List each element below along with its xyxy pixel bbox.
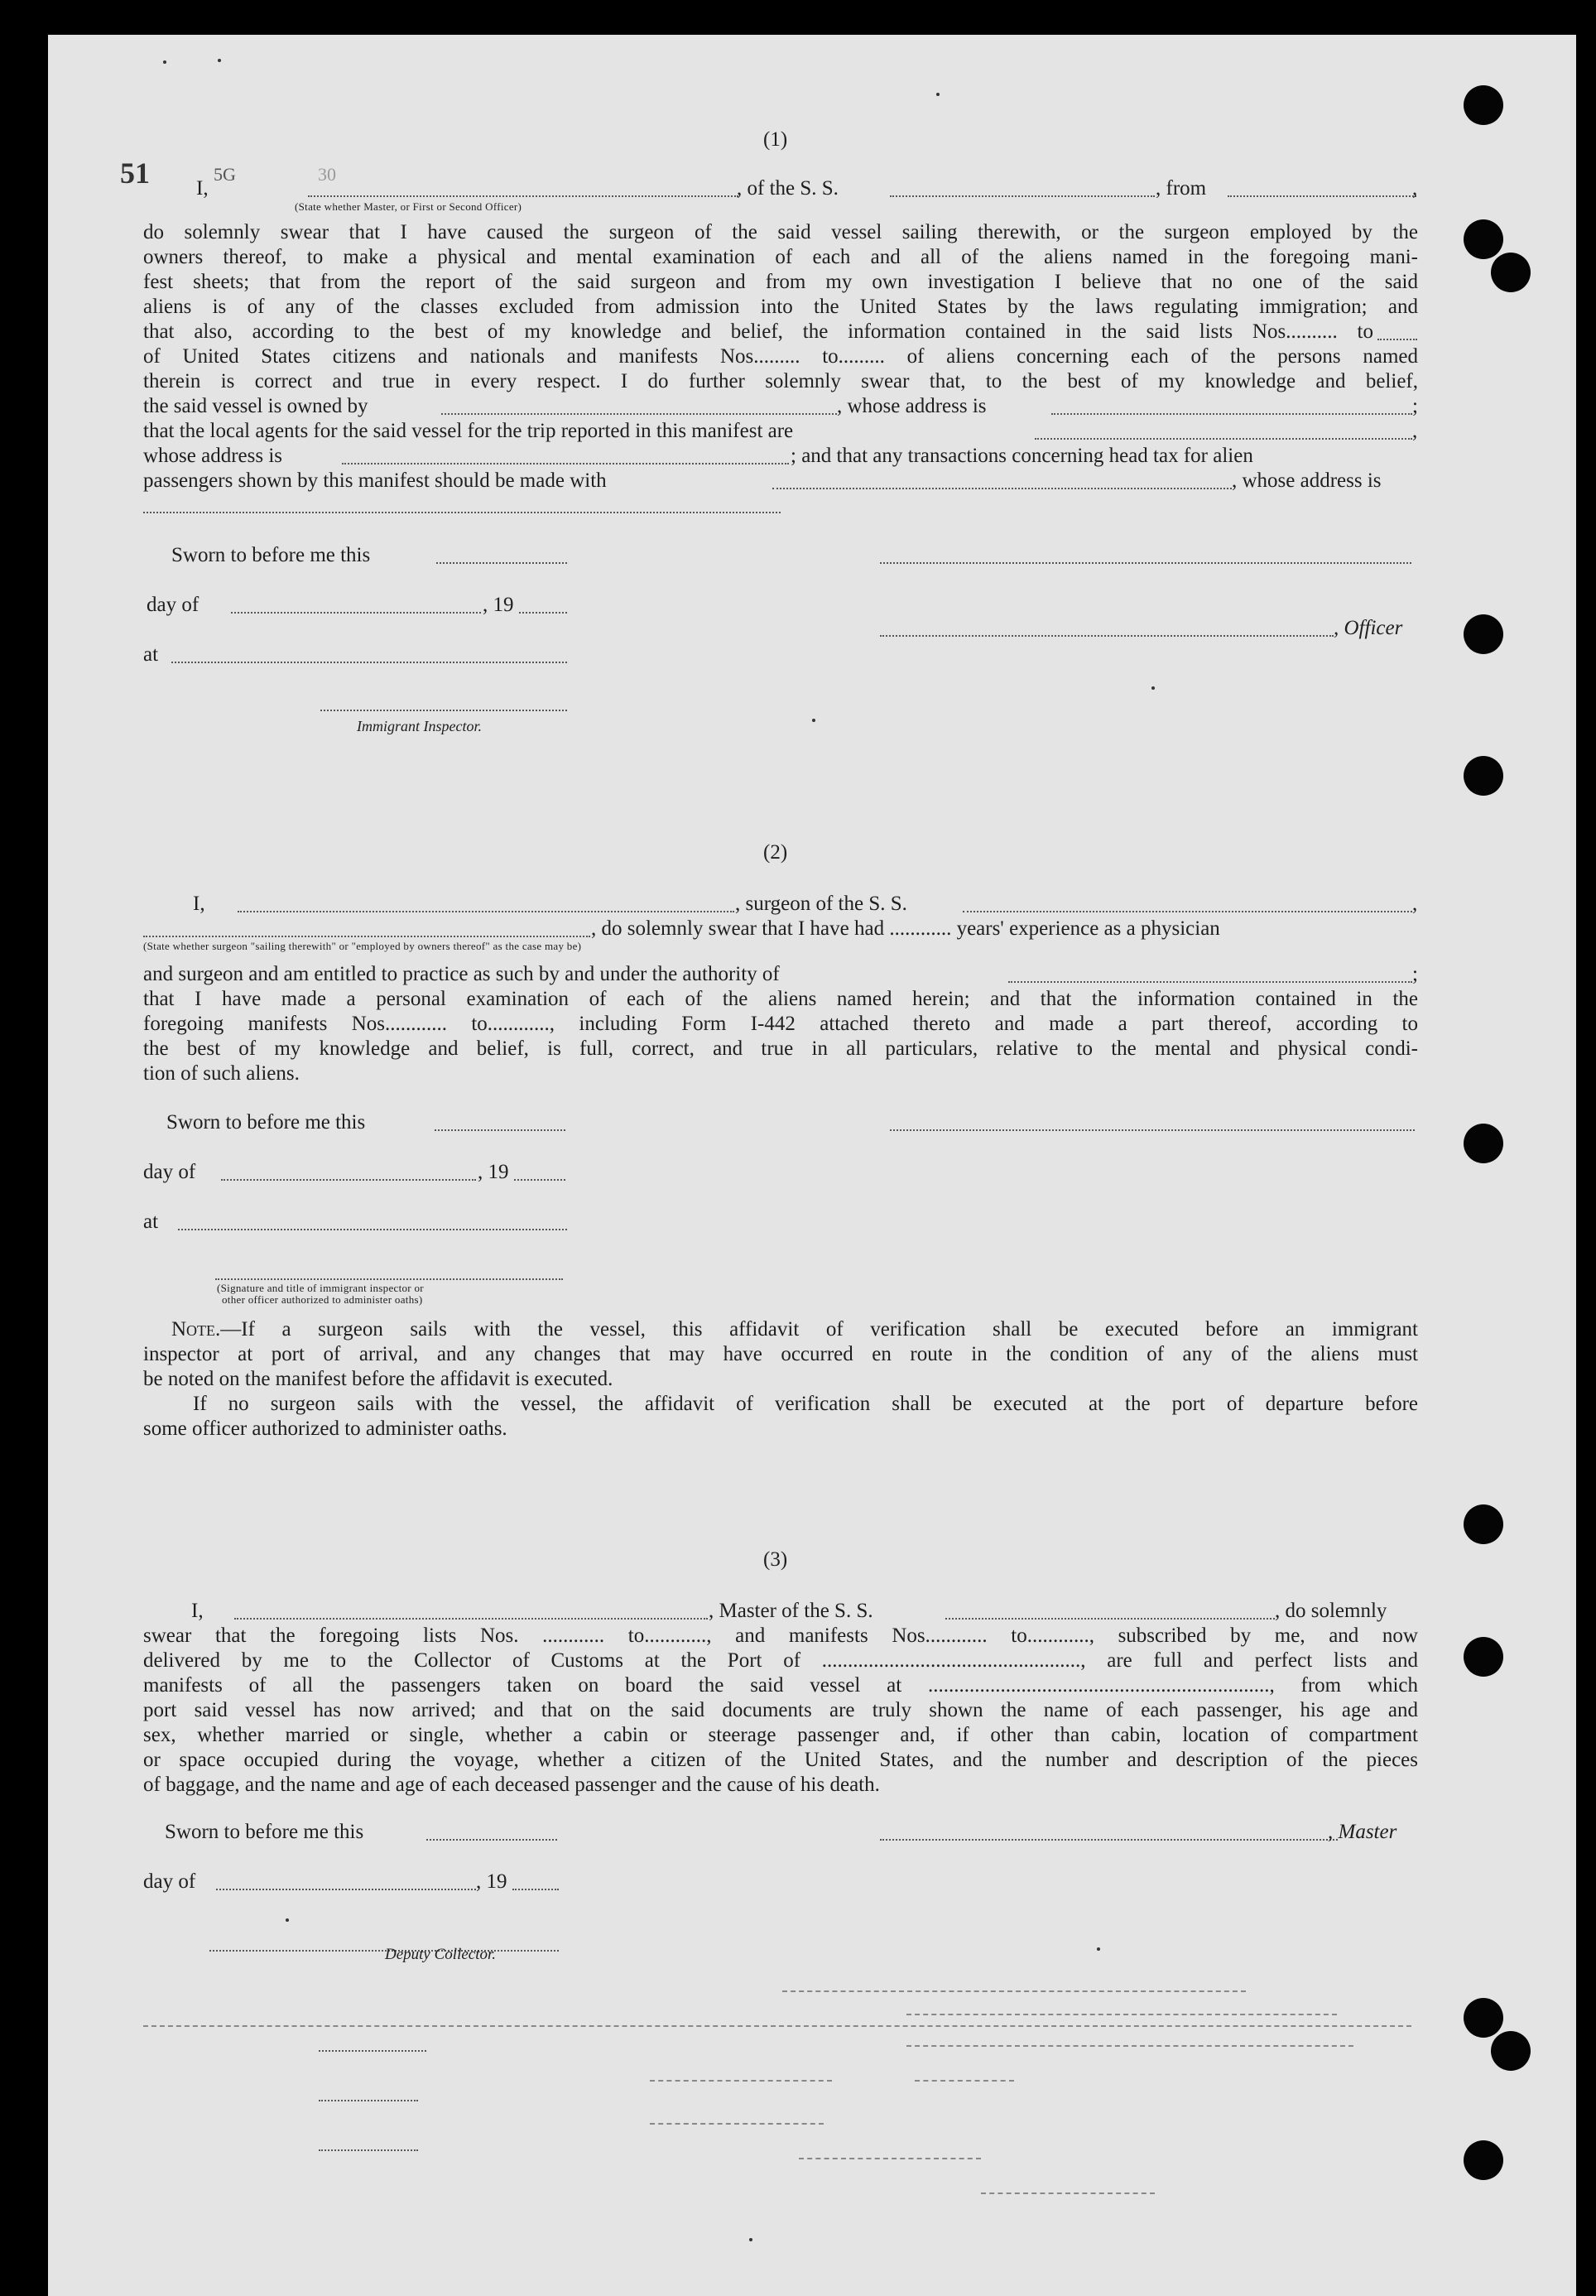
sworn-day-blank [426, 1839, 557, 1841]
inspector-signature-blank [320, 710, 567, 711]
trailing-comma: , [1412, 177, 1418, 200]
oath-line: of United States citizens and nationals and manifests Nos......... to......... of aliens concerning each of the persons named [143, 345, 1418, 368]
section-1-heading: (1) [763, 128, 788, 151]
inspector-signature-blank [215, 1278, 563, 1280]
master-label: , Master [1328, 1821, 1397, 1843]
ink-speck [163, 60, 166, 64]
tally-line [906, 2014, 1337, 2015]
oath-line: swear that the foregoing lists Nos. ............ to............, and manifests Nos............ to............, subscribed by me, and now [143, 1625, 1418, 1647]
surgeon-of-label: , surgeon of the S. S. [735, 893, 907, 915]
oath-line: of baggage, and the name and age of each deceased passenger and the cause of his death. [143, 1774, 880, 1796]
ink-speck [812, 719, 815, 722]
officer-title-blank [880, 635, 1334, 637]
note-line: If no surgeon sails with the vessel, the affidavit of verification shall be executed at the port of departure before [193, 1393, 1418, 1415]
tally-line [782, 1990, 1246, 1992]
day-of-blank [216, 1889, 476, 1890]
do-solemnly-label: , do solemnly [1275, 1600, 1387, 1622]
tally-line [319, 2149, 418, 2151]
year-blank [519, 612, 567, 614]
day-of-label: day of [147, 594, 200, 616]
binder-hole [1464, 85, 1503, 125]
experience-text: , do solemnly swear that I have had ............ years' experience as a physician [591, 917, 1220, 940]
tally-line [143, 2025, 1411, 2027]
officer-label: , Officer [1334, 617, 1403, 639]
signature-caption: other officer authorized to administer oaths) [222, 1293, 423, 1306]
oath-start: I, [191, 1600, 204, 1622]
binder-hole [1464, 1637, 1503, 1677]
whose-address-label: , whose address is [837, 395, 987, 417]
deputy-collector-label: Deputy Collector. [385, 1946, 497, 1963]
note-line: be noted on the manifest before the affidavit is executed. [143, 1368, 613, 1390]
local-agents-label: that the local agents for the said vessel for the trip reported in this manifest are [143, 420, 794, 442]
oath-line: manifests of all the passengers taken on board the said vessel at .................................................................., from which [143, 1674, 1418, 1697]
ship-name-blank [963, 911, 1412, 912]
deputy-signature-blank [209, 1950, 559, 1952]
semicolon: ; [1412, 395, 1418, 417]
ink-speck [218, 59, 221, 62]
day-of-label: day of [143, 1161, 196, 1183]
binder-hole [1464, 614, 1503, 654]
master-signature-blank [880, 1839, 1338, 1841]
binder-hole [1464, 1998, 1503, 2038]
margin-stamp: 5G [214, 164, 236, 185]
at-label: at [143, 1211, 159, 1233]
authority-blank [1008, 981, 1412, 983]
tally-line [319, 2100, 418, 2101]
margin-stamp: 51 [120, 156, 150, 190]
year-label: , 19 [483, 594, 514, 616]
of-the-ss-label: , of the S. S. [737, 177, 839, 200]
sworn-day-blank [435, 1129, 565, 1131]
note-label: Note. [171, 1318, 221, 1341]
owner-blank [441, 413, 837, 415]
tally-line [799, 2158, 981, 2159]
oath-start: I, [196, 177, 209, 200]
tally-line [319, 2050, 426, 2052]
from-label: , from [1156, 177, 1207, 200]
local-agents-blank [1035, 438, 1412, 440]
binder-hole [1464, 219, 1503, 259]
whose-address-label: , whose address is [1232, 469, 1382, 492]
inspector-label: Immigrant Inspector. [357, 718, 482, 734]
head-tax-contact-blank [772, 488, 1232, 489]
signature-caption: (Signature and title of immigrant inspector or [217, 1282, 424, 1294]
oath-line: owners thereof, to make a physical and mental examination of each and all of the aliens named in the foregoing mani- [143, 246, 1418, 268]
at-place-blank [171, 662, 567, 663]
oath-line: aliens is of any of the classes excluded from admission into the United States by the laws regulating immigration; and [143, 296, 1418, 318]
oath-line: fest sheets; that from the report of the said surgeon and from my own investigation I believe that no one of the said [143, 271, 1418, 293]
from-port-blank [1228, 195, 1416, 197]
officer-rank-caption: (State whether Master, or First or Second Officer) [295, 200, 522, 213]
oath-line: therein is correct and true in every respect. I do further solemnly swear that, to the best of my knowledge and belief, [143, 370, 1418, 392]
tally-line [915, 2080, 1014, 2082]
ink-speck [286, 1918, 289, 1922]
tally-line [981, 2193, 1155, 2194]
oath-line: do solemnly swear that I have caused the surgeon of the said vessel sailing therewith, or the surgeon employed by the [143, 221, 1418, 243]
sworn-label: Sworn to before me this [165, 1821, 364, 1843]
binder-hole [1464, 1504, 1503, 1544]
sworn-label: Sworn to before me this [166, 1111, 366, 1134]
year-label: , 19 [478, 1161, 509, 1183]
note-line [171, 1317, 1418, 1342]
surgeon-status-caption: (State whether surgeon "sailing therewith" or "employed by owners thereof" as the case may be) [143, 940, 582, 952]
agents-address-blank [342, 463, 789, 464]
contact-address-blank [143, 512, 781, 513]
semicolon: ; [1412, 963, 1418, 985]
day-of-blank [231, 612, 481, 614]
year-label: , 19 [476, 1870, 507, 1893]
binder-hole [1464, 2140, 1503, 2180]
surgeon-name-blank [238, 911, 734, 912]
sworn-label: Sworn to before me this [171, 544, 371, 566]
tally-line [650, 2123, 824, 2125]
master-name-blank [234, 1618, 708, 1620]
master-of-label: , Master of the S. S. [709, 1600, 873, 1622]
surgeon-signature-blank [890, 1129, 1415, 1131]
list-nos-blank [1377, 339, 1417, 340]
binder-hole [1491, 2031, 1531, 2071]
ship-name-blank [945, 1618, 1275, 1620]
binder-hole [1464, 1124, 1503, 1163]
agents-address-label: whose address is [143, 445, 283, 467]
surgeon-status-blank [143, 936, 590, 937]
oath-line: sex, whether married or single, whether a cabin or steerage passenger and, if other than cabin, location of compartment [143, 1724, 1418, 1746]
owner-address-blank [1051, 413, 1412, 415]
at-place-blank [178, 1229, 567, 1230]
oath-line: tion of such aliens. [143, 1062, 300, 1085]
oath-line: that I have made a personal examination of each of the aliens named herein; and that the information contained in the [143, 988, 1418, 1010]
oath-line: foregoing manifests Nos............ to............, including Form I-442 attached thereto and made a part thereof, according to [143, 1013, 1418, 1035]
tally-line [650, 2080, 832, 2082]
oath-start: I, [193, 893, 205, 915]
day-of-blank [221, 1179, 476, 1181]
day-of-label: day of [143, 1870, 196, 1893]
authority-label: and surgeon and am entitled to practice as such by and under the authority of [143, 963, 780, 985]
owned-by-label: the said vessel is owned by [143, 395, 368, 417]
passengers-text: passengers shown by this manifest should be made with [143, 469, 607, 492]
note-text: —If a surgeon sails with the vessel, this affidavit of verification shall be executed before an immigrant [220, 1318, 1418, 1341]
tally-line [906, 2045, 1353, 2047]
oath-line: or space occupied during the voyage, whether a citizen of the United States, and the number and description of the pieces [143, 1749, 1418, 1771]
section-2-heading: (2) [763, 841, 788, 864]
ink-speck [936, 93, 940, 96]
year-blank [514, 1179, 565, 1181]
binder-hole [1464, 756, 1503, 796]
ink-speck [749, 2238, 752, 2241]
officer-name-blank [308, 195, 738, 197]
ink-speck [1151, 686, 1155, 690]
note-line: some officer authorized to administer oaths. [143, 1418, 507, 1440]
trailing-comma: , [1412, 420, 1418, 442]
ship-name-blank [890, 195, 1155, 197]
section-3-heading: (3) [763, 1548, 788, 1571]
oath-line: delivered by me to the Collector of Customs at the Port of .................................................., are full and perfect lists and [143, 1649, 1418, 1672]
trailing-comma: , [1412, 893, 1418, 915]
margin-stamp: 30 [318, 164, 336, 185]
sworn-day-blank [436, 562, 567, 564]
head-tax-text: ; and that any transactions concerning head tax for alien [791, 445, 1253, 467]
officer-signature-blank [880, 562, 1411, 564]
at-label: at [143, 643, 159, 666]
ink-speck [1097, 1947, 1100, 1951]
year-blank [512, 1889, 559, 1890]
note-line: inspector at port of arrival, and any changes that may have occurred en route in the condition of any of the aliens must [143, 1343, 1418, 1365]
oath-line: port said vessel has now arrived; and that on the said documents are truly shown the name of each passenger, his age and [143, 1699, 1418, 1721]
oath-line: the best of my knowledge and belief, is full, correct, and true in all particulars, relative to the mental and physical condi- [143, 1037, 1418, 1060]
binder-hole [1491, 253, 1531, 292]
oath-line: that also, according to the best of my knowledge and belief, the information contained in the said lists Nos.......... to [143, 320, 1373, 343]
